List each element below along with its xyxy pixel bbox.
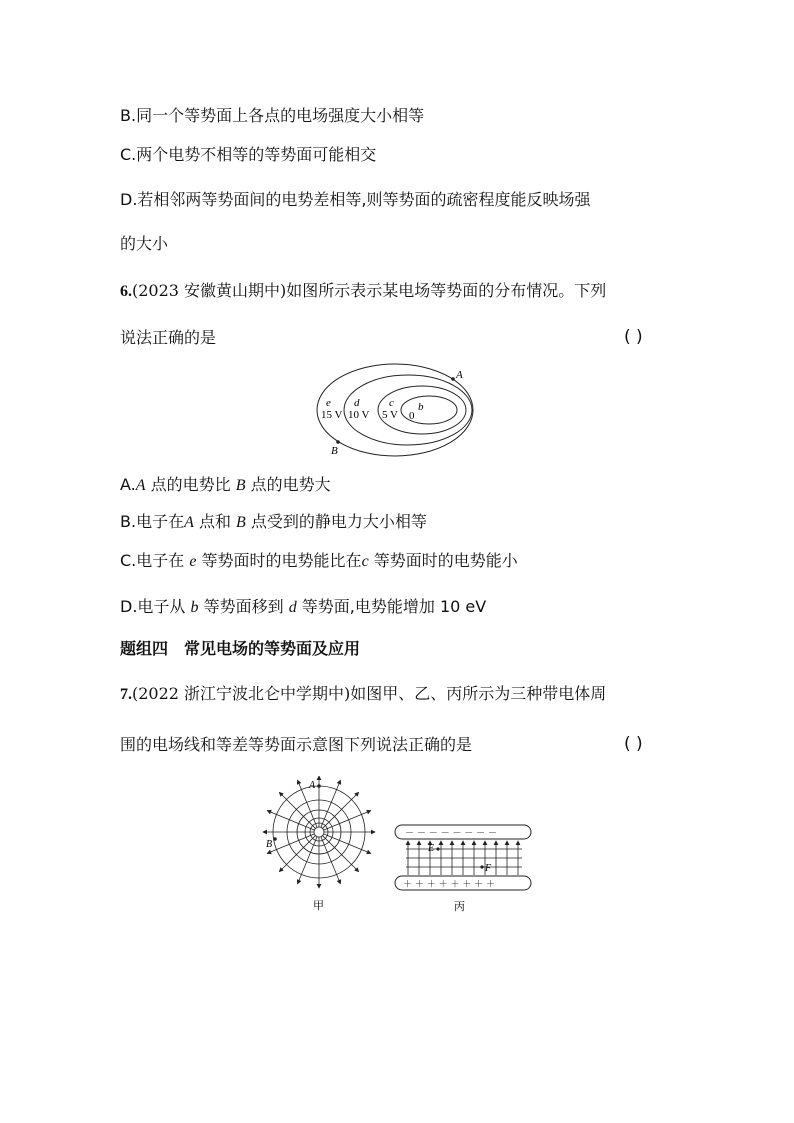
q6-stem-text: 如图所示表示某电场等势面的分布情况。下列: [286, 281, 607, 300]
option-d-prev-line2: 的大小: [120, 234, 169, 253]
q7-figure-point-charge: [262, 776, 382, 916]
letter-b: b: [418, 401, 424, 413]
letter-c: c: [389, 397, 394, 409]
opt-d-mid: 等势面移到: [198, 597, 289, 616]
point-a-dot: [451, 377, 455, 381]
q7-stem-line2: 围的电场线和等差等势面示意图下列说法正确的是: [120, 735, 473, 754]
option-b-prev: B.同一个等势面上各点的电场强度大小相等: [120, 106, 425, 125]
label-point-e: E: [428, 843, 435, 854]
label-point-f: F: [485, 863, 492, 874]
q6-stem-line2: 说法正确的是: [120, 328, 217, 347]
potential-e: 15 V: [321, 409, 343, 421]
q7-number: 7.: [120, 686, 132, 703]
opt-d-var2: d: [288, 599, 297, 616]
field-lines: [263, 776, 375, 888]
q6-option-a: [120, 475, 331, 496]
opt-d-post: 等势面,电势能增加 10 eV: [296, 597, 487, 616]
q6-option-b: [120, 512, 427, 533]
option-d-prev-line1: D.若相邻两等势面间的电势差相等,则等势面的疏密程度能反映场强: [120, 190, 591, 209]
point-f-dot: [480, 865, 483, 868]
caption-jia: 甲: [313, 899, 324, 912]
q6-source: (2023 安徽黄山期中): [132, 281, 287, 300]
opt-a-mid: 点的电势比: [145, 475, 236, 494]
equipotential-ring-6: [314, 827, 324, 837]
opt-c-post: 等势面时的电势能小: [368, 551, 518, 570]
group4-title: 题组四 常见电场的等势面及应用: [120, 639, 361, 658]
opt-a-post: 点的电势大: [245, 475, 331, 494]
point-b-dot: [273, 837, 277, 841]
opt-c-var2: c: [361, 553, 369, 570]
q7-answer-paren: ( ): [624, 734, 643, 754]
opt-b-var2: B: [236, 514, 246, 531]
q6-option-d: [120, 597, 486, 618]
opt-c-mid: 等势面时的电势能比在: [196, 551, 362, 570]
opt-a-pre: A.: [120, 475, 136, 494]
positive-signs: ＋ ＋ ＋ ＋ ＋ ＋ ＋ ＋: [403, 880, 496, 890]
q6-answer-paren: ( ): [624, 327, 643, 347]
point-a-dot: [317, 784, 321, 788]
q6-number: 6.: [120, 283, 132, 300]
point-e-dot: [436, 847, 439, 850]
opt-a-var1: A: [135, 477, 146, 494]
opt-c-var1: e: [189, 553, 197, 570]
label-point-a: A: [309, 780, 316, 791]
letter-d: d: [354, 397, 360, 409]
q6-equipotential-figure: [315, 358, 480, 462]
caption-bing: 丙: [454, 900, 465, 913]
opt-a-var2: B: [235, 477, 246, 494]
opt-d-pre: D.电子从: [120, 597, 191, 616]
q7-stem-line1: [120, 684, 606, 705]
opt-c-pre: C.电子在: [120, 551, 190, 570]
potential-d: 10 V: [348, 409, 370, 421]
potential-b: 0: [409, 410, 415, 422]
label-point-b: B: [331, 445, 338, 457]
q7-stem-text: 如图甲、乙、丙所示为三种带电体周: [350, 684, 607, 703]
q7-source: (2022 浙江宁波北仑中学期中): [132, 684, 351, 703]
opt-b-mid: 点和: [193, 512, 237, 531]
potential-c: 5 V: [382, 409, 398, 421]
label-point-b: B: [266, 839, 273, 850]
q6-stem-line1: [120, 281, 606, 302]
opt-d-var1: b: [190, 599, 199, 616]
label-point-a: A: [456, 369, 463, 381]
point-b-dot: [336, 440, 340, 444]
opt-b-pre: B.电子在: [120, 512, 185, 531]
letter-e: e: [326, 397, 331, 409]
opt-b-post: 点受到的静电力大小相等: [245, 512, 427, 531]
q7-figure-parallel-plates: [392, 822, 537, 916]
opt-b-var1: A: [184, 514, 194, 531]
option-c-prev: C.两个电势不相等的等势面可能相交: [120, 145, 377, 164]
q6-option-c: [120, 551, 518, 572]
negative-signs: － － － － － － － －: [405, 829, 498, 839]
